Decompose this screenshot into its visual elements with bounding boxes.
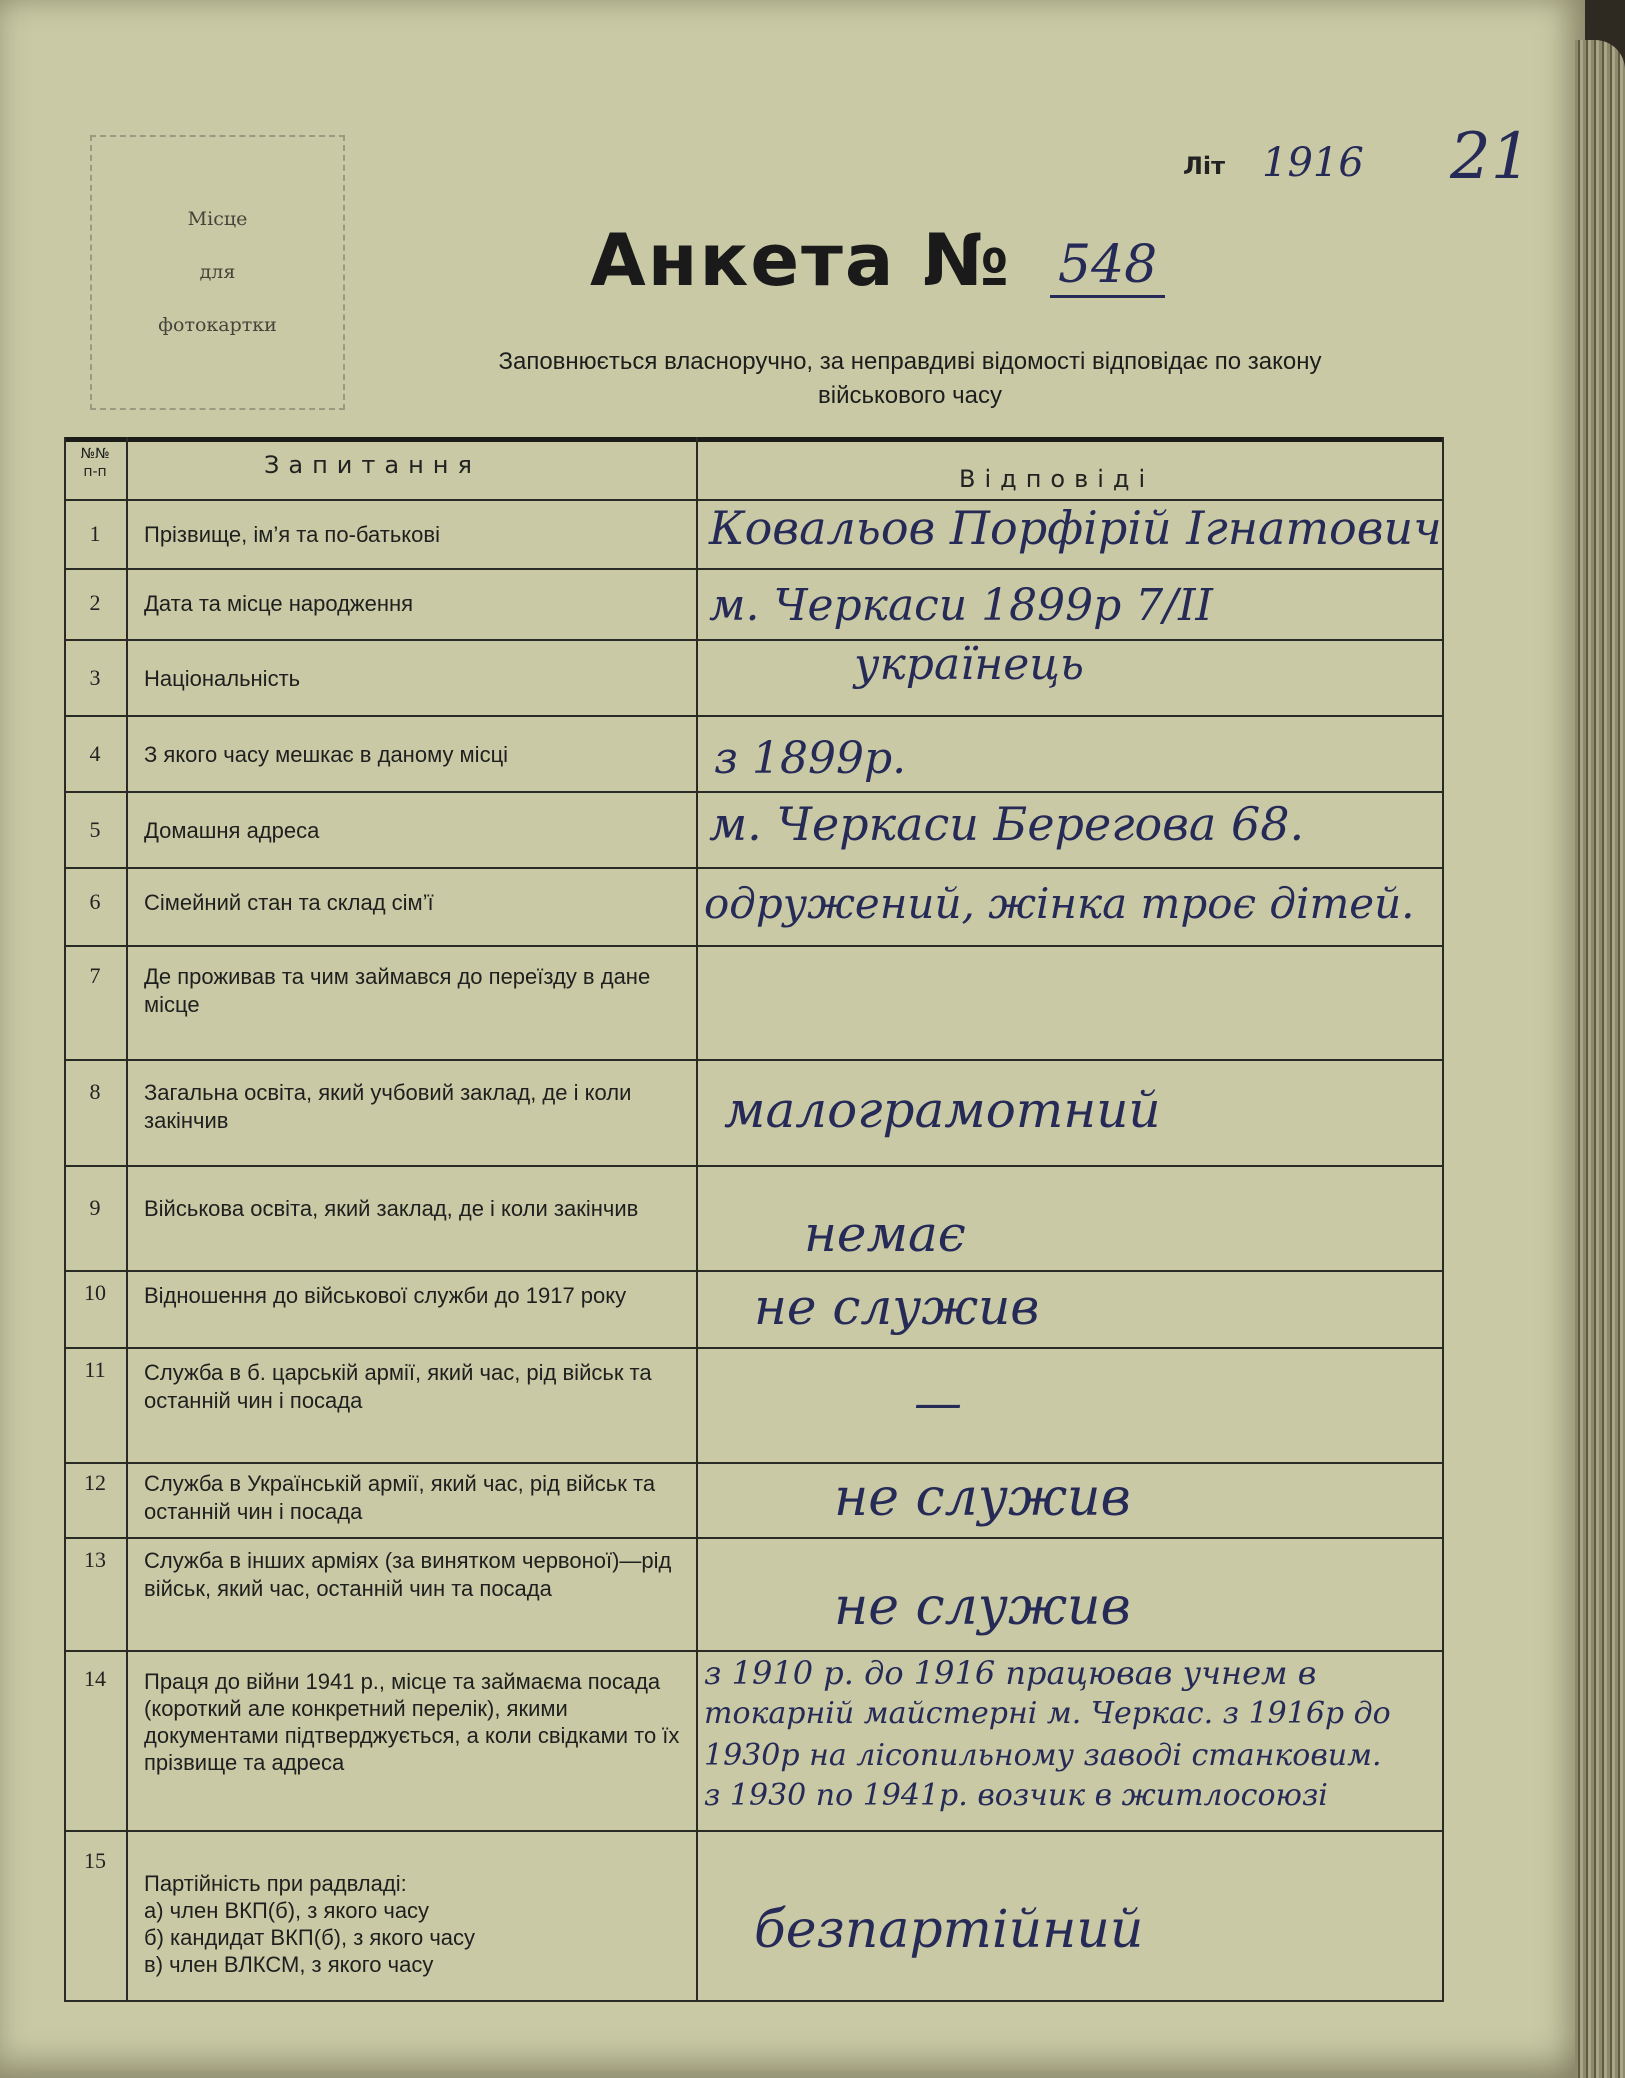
row-number: 8 <box>89 1079 101 1104</box>
row-question: Прізвище, ім’я та по-батькові <box>144 522 440 547</box>
page-number: 21 <box>1450 120 1532 194</box>
header-num <box>64 445 126 481</box>
party-option-a: а) член ВКП(б), з якого часу <box>144 1898 430 1923</box>
table-row <box>64 867 1444 945</box>
row-answer: не служив <box>834 1468 1131 1528</box>
page-stack-edge <box>1575 40 1625 2078</box>
row-answer: м. Черкаси Берегова 68. <box>709 797 1305 851</box>
row-answer: не служив <box>834 1577 1131 1637</box>
row-question: Військова освіта, який заклад, де і коли закінчив <box>144 1196 639 1221</box>
table-row <box>64 791 1444 867</box>
table-row <box>64 945 1444 1059</box>
row-question <box>144 1870 739 1978</box>
row-answer: немає <box>804 1205 966 1263</box>
row-number: 4 <box>89 741 101 766</box>
row-answer-line: з 1910 р. до 1916 працював учнем в <box>704 1654 1317 1692</box>
table-row <box>64 1059 1444 1165</box>
header-num-line-1: №№ <box>80 446 110 462</box>
row-number: 13 <box>84 1547 106 1572</box>
photo-label-3: фотокартки <box>158 314 277 336</box>
row-question: Загальна освіта, який учбовий заклад, де і коли закінчив <box>144 1080 632 1133</box>
row-answer-line: з 1930 по 1941р. возчик в житлосоюзі <box>704 1778 1328 1813</box>
header-answer: Відповіді <box>959 465 1155 493</box>
row-answer: одружений, жінка троє дітей. <box>704 879 1415 928</box>
table-row <box>64 1270 1444 1347</box>
table-row <box>64 1462 1444 1537</box>
row-answer: з 1899р. <box>714 733 907 784</box>
table-row <box>64 499 1444 568</box>
subtitle <box>370 345 1450 413</box>
row-answer: — <box>914 1375 962 1431</box>
row-number: 12 <box>84 1470 106 1495</box>
row-number: 15 <box>84 1848 106 1873</box>
row-answer: українець <box>854 639 1084 690</box>
row-question: Служба в інших арміях (за винятком червоної)—рід військ, який час, останній чин та посада <box>144 1548 672 1601</box>
row-question: Служба в б. царській армії, який час, рід військ та останній чин і посада <box>144 1360 652 1413</box>
row-number: 2 <box>89 590 101 615</box>
row-question: Дата та місце народження <box>144 591 414 616</box>
questionnaire-table <box>64 437 1444 2003</box>
row-answer-line: токарній майстерні м. Черкас. з 1916р до <box>704 1696 1391 1731</box>
row-answer: Ковальов Порфірій Ігнатович <box>709 501 1442 555</box>
row-number: 3 <box>89 665 101 690</box>
lit-value: 1916 <box>1262 140 1364 186</box>
row-number: 14 <box>84 1666 106 1691</box>
table-rule-bottom <box>64 2000 1444 2002</box>
row-answer-line: 1930р на лісопильному заводі станковим. <box>704 1738 1382 1773</box>
table-row <box>64 568 1444 639</box>
row-question: З якого часу мешкає в даному місці <box>144 742 509 767</box>
row-question: Домашня адреса <box>144 818 320 843</box>
photo-label-1: Місце <box>187 208 248 230</box>
subtitle-line-1: Заповнюється власноручно, за неправдиві відомості відповідає по закону <box>498 348 1322 375</box>
header-num-line-2: п-п <box>83 464 107 480</box>
row-number: 10 <box>84 1280 106 1305</box>
subtitle-line-2: військового часу <box>817 382 1003 409</box>
row-number: 9 <box>89 1195 101 1220</box>
party-question-title: Партійність при радвладі: <box>144 1871 407 1896</box>
row-number: 6 <box>89 889 101 914</box>
row-question: Де проживав та чим займався до переїзду в дане місце <box>144 964 651 1017</box>
photo-placeholder <box>90 135 345 410</box>
party-option-c: в) член ВЛКСМ, з якого часу <box>144 1952 434 1977</box>
table-row <box>64 1347 1444 1462</box>
party-option-b: б) кандидат ВКП(б), з якого часу <box>144 1925 476 1950</box>
row-question: Служба в Українській армії, який час, рід військ та останній чин і посада <box>144 1471 656 1524</box>
row-answer: малограмотний <box>724 1081 1161 1139</box>
row-number: 11 <box>84 1357 106 1382</box>
header-question: Запитання <box>264 451 481 479</box>
row-question: Праця до війни 1941 р., місце та займаєма посада (короткий але конкретний перелік), якими документами підтверджується, а коли свідками то їх прізвище та адреса <box>144 1669 680 1775</box>
table-row <box>64 1830 1444 2000</box>
lit-label: Літ <box>1183 152 1226 180</box>
table-row <box>64 639 1444 715</box>
table-row <box>64 1165 1444 1270</box>
table-row <box>64 715 1444 791</box>
page-title: Анкета № <box>590 218 1012 302</box>
row-number: 7 <box>89 963 101 988</box>
photo-label-2: для <box>199 261 236 283</box>
table-row <box>64 1650 1444 1830</box>
questionnaire-number: 548 <box>1050 235 1165 298</box>
table-rule-top <box>64 437 1444 442</box>
row-question: Відношення до військової служби до 1917 року <box>144 1283 627 1308</box>
row-answer: не служив <box>754 1278 1040 1336</box>
row-question: Національність <box>144 666 301 691</box>
row-number: 5 <box>89 817 101 842</box>
row-question: Сімейний стан та склад сім’ї <box>144 890 434 915</box>
table-row <box>64 1537 1444 1650</box>
row-answer: безпартійний <box>754 1900 1144 1960</box>
row-number: 1 <box>89 521 101 546</box>
row-answer: м. Черкаси 1899р 7/II <box>709 580 1213 631</box>
